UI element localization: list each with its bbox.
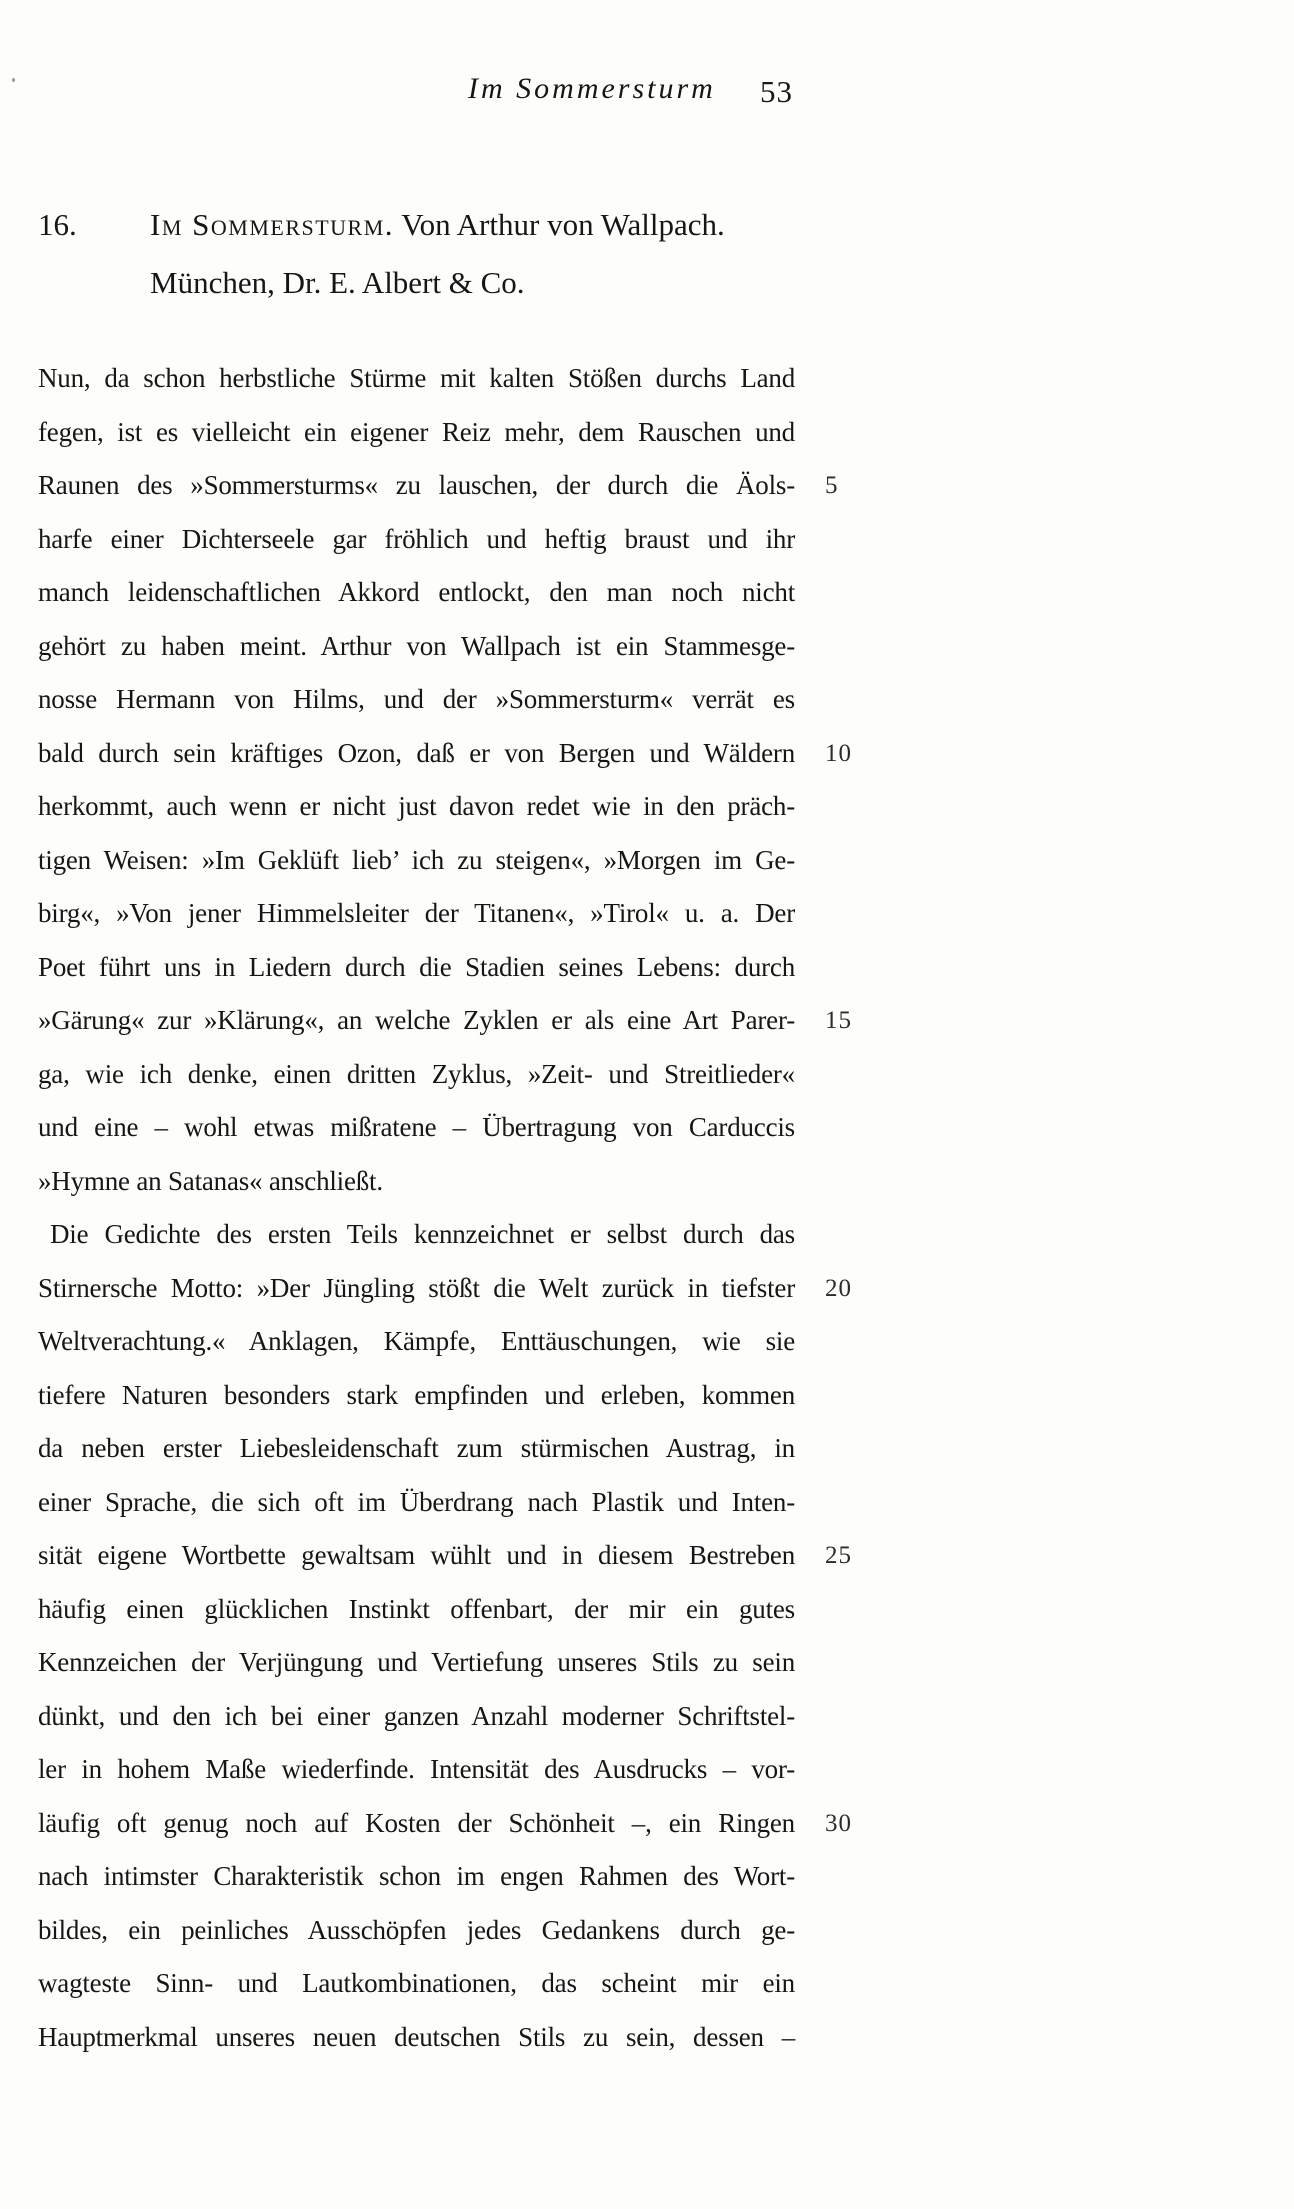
line-text: sität eigene Wortbette gewaltsam wühlt und in diesem Bestreben bbox=[38, 1540, 795, 1570]
page-number: 53 bbox=[760, 74, 793, 109]
line-text: einer Sprache, die sich oft im Überdrang nach Plastik und Inten- bbox=[38, 1486, 795, 1517]
text-line bbox=[38, 1743, 795, 1797]
line-text: Poet führt uns in Liedern durch die Stadien seines Lebens: durch bbox=[38, 951, 795, 982]
scan-speck bbox=[12, 78, 15, 82]
line-text: »Hymne an Satanas« anschließt. bbox=[38, 1165, 383, 1196]
text-line bbox=[38, 1369, 795, 1423]
line-text: nosse Hermann von Hilms, und der »Sommersturm« verrät es bbox=[38, 684, 795, 714]
text-line bbox=[38, 1208, 795, 1262]
text-line bbox=[38, 459, 839, 513]
margin-line-number: 25 bbox=[825, 1542, 852, 1569]
line-text: Stirnersche Motto: »Der Jüngling stößt die Welt zurück in tiefster bbox=[38, 1272, 795, 1303]
margin-line-number: 5 bbox=[825, 472, 839, 499]
line-text: »Gärung« zur »Klärung«, an welche Zyklen er als eine Art Parer- bbox=[38, 1005, 795, 1035]
body-text bbox=[38, 352, 852, 2064]
margin-line-number: 15 bbox=[825, 1007, 852, 1034]
line-text: bildes, ein peinliches Ausschöpfen jedes Gedankens durch ge- bbox=[38, 1914, 795, 1945]
line-text: harfe einer Dichterseele gar fröhlich und heftig braust und ihr bbox=[38, 523, 795, 554]
line-text: bald durch sein kräftiges Ozon, daß er von Bergen und Wäldern bbox=[38, 737, 795, 768]
text-line bbox=[38, 2011, 795, 2065]
margin-line-number: 10 bbox=[825, 739, 852, 767]
line-text: fegen, ist es vielleicht ein eigener Reiz mehr, dem Rauschen und bbox=[38, 416, 795, 447]
line-text: Raunen des »Sommersturms« zu lauschen, der durch die Äols- bbox=[38, 470, 795, 500]
text-line bbox=[38, 1850, 795, 1904]
line-text: da neben erster Liebesleidenschaft zum stürmischen Austrag, in bbox=[38, 1433, 795, 1463]
text-line bbox=[38, 1476, 795, 1530]
text-line bbox=[38, 1315, 795, 1369]
text-line bbox=[38, 1636, 795, 1690]
line-text: läufig oft genug noch auf Kosten der Schönheit –, ein Ringen bbox=[38, 1807, 795, 1838]
text-line bbox=[38, 1048, 795, 1102]
entry-heading bbox=[38, 196, 838, 312]
text-line bbox=[38, 673, 795, 727]
entry-title-author: Von Arthur von Wallpach. bbox=[394, 207, 725, 242]
margin-line-number: 20 bbox=[825, 1274, 852, 1302]
text-line bbox=[38, 1262, 852, 1316]
line-text: nach intimster Charakteristik schon im engen Rahmen des Wort- bbox=[38, 1861, 795, 1891]
line-text: tigen Weisen: »Im Geklüft lieb’ ich zu steigen«, »Morgen im Ge- bbox=[38, 844, 795, 875]
line-text: wagteste Sinn- und Lautkombinationen, das scheint mir ein bbox=[38, 1968, 795, 1998]
line-text: Kennzeichen der Verjüngung und Vertiefung unseres Stils zu sein bbox=[38, 1647, 795, 1677]
entry-title-block bbox=[150, 196, 838, 312]
entry-title-smallcaps: Im Sommersturm. bbox=[150, 207, 395, 242]
line-text: ga, wie ich denke, einen dritten Zyklus, »Zeit- und Streitlieder« bbox=[38, 1058, 795, 1089]
line-text: gehört zu haben meint. Arthur von Wallpach ist ein Stammesge- bbox=[38, 630, 795, 661]
line-text: ler in hohem Maße wiederfinde. Intensität des Ausdrucks – vor- bbox=[38, 1754, 795, 1784]
paragraph bbox=[38, 1208, 852, 2064]
line-text: häufig einen glücklichen Instinkt offenbart, der mir ein gutes bbox=[38, 1593, 795, 1624]
text-line bbox=[38, 1422, 795, 1476]
text-line bbox=[38, 406, 795, 460]
paragraph bbox=[38, 352, 852, 1208]
line-text: manch leidenschaftlichen Akkord entlockt, den man noch nicht bbox=[38, 577, 795, 607]
entry-number: 16. bbox=[38, 207, 77, 242]
entry-title-line bbox=[150, 196, 838, 254]
text-line bbox=[38, 834, 795, 888]
line-text: dünkt, und den ich bei einer ganzen Anzahl moderner Schriftstel- bbox=[38, 1700, 795, 1731]
line-text: Die Gedichte des ersten Teils kennzeichnet er selbst durch das bbox=[50, 1219, 795, 1249]
text-line bbox=[38, 513, 795, 567]
line-text: Nun, da schon herbstliche Stürme mit kalten Stößen durchs Land bbox=[38, 363, 795, 393]
text-line bbox=[38, 1583, 795, 1637]
text-line bbox=[38, 1690, 795, 1744]
entry-publisher-line: München, Dr. E. Albert & Co. bbox=[150, 265, 525, 300]
text-line bbox=[38, 941, 795, 995]
text-line bbox=[38, 1797, 852, 1851]
text-line bbox=[38, 1904, 795, 1958]
text-line bbox=[38, 1101, 795, 1155]
text-line bbox=[38, 1529, 852, 1583]
text-line bbox=[38, 887, 795, 941]
text-line bbox=[38, 780, 795, 834]
text-line bbox=[38, 1957, 795, 2011]
text-line bbox=[38, 727, 852, 781]
line-text: tiefere Naturen besonders stark empfinden und erleben, kommen bbox=[38, 1379, 795, 1410]
margin-line-number: 30 bbox=[825, 1809, 852, 1837]
line-text: und eine – wohl etwas mißratene – Übertragung von Carduccis bbox=[38, 1112, 795, 1142]
text-line bbox=[38, 620, 795, 674]
text-line bbox=[38, 994, 852, 1048]
line-text: birg«, »Von jener Himmelsleiter der Titanen«, »Tirol« u. a. Der bbox=[38, 898, 795, 928]
line-text: herkommt, auch wenn er nicht just davon redet wie in den präch- bbox=[38, 791, 795, 821]
line-text: Weltverachtung.« Anklagen, Kämpfe, Enttäuschungen, wie sie bbox=[38, 1326, 795, 1356]
text-line bbox=[38, 352, 795, 406]
text-line bbox=[38, 1155, 795, 1209]
running-header-title: Im Sommersturm bbox=[468, 72, 716, 105]
line-text: Hauptmerkmal unseres neuen deutschen Stils zu sein, dessen – bbox=[38, 2021, 795, 2052]
text-line bbox=[38, 566, 795, 620]
